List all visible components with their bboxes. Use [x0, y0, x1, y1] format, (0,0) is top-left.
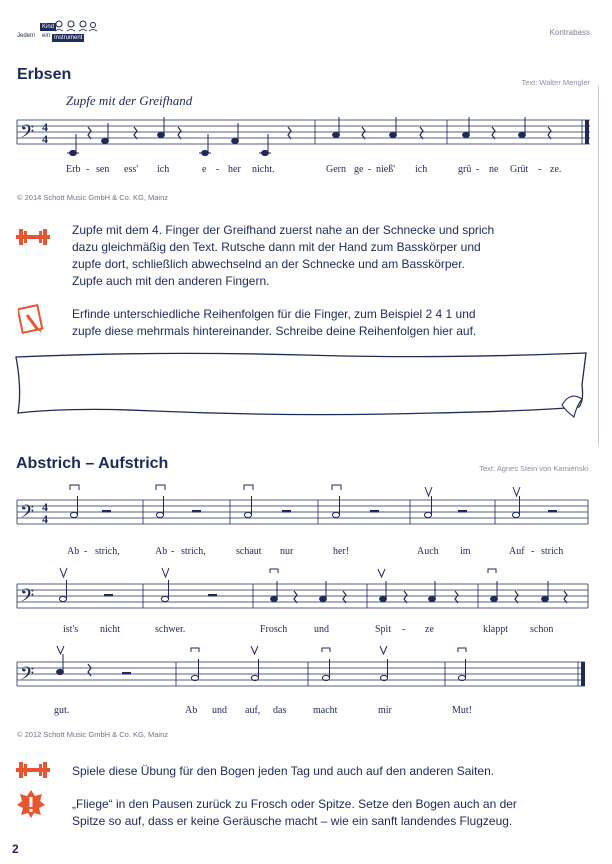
lyric-e: e — [202, 164, 207, 175]
lyric-gru: grü — [458, 164, 472, 175]
instruction-1-line-2: dazu gleichmäßig den Text. Rutsche dann mit der Hand zum Basskörper und — [72, 240, 481, 254]
svg-text:𝄢: 𝄢 — [20, 502, 35, 527]
lyric2-ab-1: Ab — [67, 546, 80, 557]
lyric2-mir: mir — [378, 705, 392, 716]
lyric-her: her — [228, 164, 241, 175]
lyric2-ab-3: Ab — [185, 705, 198, 716]
instruction-1-line-1: Zupfe mit dem 4. Finger der Greifhand zuerst nahe an der Schnecke und sprich — [72, 223, 495, 237]
lyric-ne: ne — [489, 164, 499, 175]
lyric-ich-1: ich — [157, 164, 170, 175]
lyric-niess: nieß' — [376, 164, 396, 175]
pencil-paper-icon — [18, 304, 48, 334]
svg-text:4: 4 — [42, 120, 48, 134]
lyric2-auf: Auf — [509, 546, 525, 557]
lyric-hyphen-4: - — [476, 164, 480, 175]
svg-text:𝄢: 𝄢 — [20, 664, 35, 689]
page-edge — [598, 86, 599, 446]
lyric2-auf-2: auf, — [245, 705, 261, 716]
tempo-marking: Zupfe mit der Greifhand — [66, 93, 193, 108]
lyric2-im: im — [460, 546, 471, 557]
lyric-grut: Grüt — [510, 164, 529, 175]
lyric2-frosch: Frosch — [260, 624, 288, 635]
lyric2-ists: ist's — [63, 624, 79, 635]
lyric2-macht: macht — [313, 705, 338, 716]
lyric2-nur: nur — [280, 546, 294, 557]
lyric-sen: sen — [96, 164, 110, 175]
svg-text:𝄢: 𝄢 — [20, 586, 35, 611]
lyric2-das: das — [273, 705, 287, 716]
song-title-abstrich: Abstrich – Aufstrich — [16, 455, 169, 472]
lyric2-ze: ze — [425, 624, 434, 635]
dumbbell-icon — [16, 228, 50, 246]
lyric2-gut: gut. — [54, 705, 70, 716]
staff-abstrich-3 — [0, 642, 612, 702]
staff-erbsen — [0, 112, 612, 172]
svg-text:4: 4 — [42, 512, 48, 526]
song-title-erbsen: Erbsen — [17, 66, 72, 83]
lyric2-ab-2: Ab — [155, 546, 168, 557]
instruction-2 — [72, 306, 476, 340]
lyric2-hyphen-2: - — [171, 546, 175, 557]
lyric-ess: ess' — [124, 164, 139, 175]
lyric2-schaut: schaut — [236, 546, 262, 557]
lyric-erb: Erb — [66, 164, 81, 175]
logo-text-jedem: Jedem — [17, 33, 36, 39]
lyric-hyphen-1: - — [86, 164, 90, 175]
dumbbell-icon — [16, 761, 50, 779]
instruction-2-line-2: zupfe diese mehrmals hintereinander. Schreibe deine Reihenfolgen hier auf. — [72, 324, 477, 338]
lyric-hyphen-5: - — [538, 164, 542, 175]
lyric2-schon: schon — [530, 624, 554, 635]
lyric2-strich-1: strich, — [95, 546, 120, 557]
text-credit-abstrich: Text: Agnes Stein von Kamienski — [479, 464, 588, 473]
svg-text:𝄢: 𝄢 — [20, 122, 35, 147]
lyric2-und: und — [314, 624, 329, 635]
lyric2-schwer: schwer. — [155, 624, 186, 635]
lyric2-her: her! — [333, 546, 350, 557]
logo-text-ein: ein — [42, 33, 51, 39]
lyric-nicht: nicht. — [252, 164, 275, 175]
exclamation-icon — [16, 789, 46, 819]
staff-abstrich-2 — [0, 564, 612, 620]
lyric2-klappt: klappt — [483, 624, 508, 635]
staff-abstrich-1 — [0, 484, 612, 544]
jeki-logo — [15, 20, 99, 44]
instruction-2-line-1: Erfinde unterschiedliche Reihenfolgen für die Finger, zum Beispiel 2 4 1 und — [72, 307, 476, 321]
lyric2-strich-2: strich, — [181, 546, 206, 557]
lyric-ze: ze. — [550, 164, 562, 175]
svg-text:4: 4 — [42, 132, 48, 146]
svg-text:4: 4 — [42, 500, 48, 514]
lyric2-und-2: und — [212, 705, 227, 716]
lyric2-hyphen-1: - — [84, 546, 88, 557]
lyric2-nicht: nicht — [100, 624, 120, 635]
lyric2-hyphen-4: - — [402, 624, 406, 635]
instruction-3-line-2: „Fliege“ in den Pausen zurück zu Frosch oder Spitze. Setze den Bogen auch an der — [72, 797, 517, 811]
logo-text-kind: Kind — [42, 24, 55, 30]
lyric2-mut: Mut! — [452, 705, 472, 716]
lyric-hyphen-2: - — [216, 164, 220, 175]
lyric-gern: Gern — [326, 164, 346, 175]
instruction-1-line-4: Zupfe auch mit den anderen Fingern. — [72, 274, 270, 288]
logo-text-instrument: Instrument — [54, 35, 83, 41]
instruction-3-paragraph — [72, 796, 517, 830]
instruction-3-line-1: Spiele diese Übung für den Bogen jeden Tag und auch auf den anderen Saiten. — [72, 764, 495, 778]
lyric-ge: ge — [354, 164, 364, 175]
instrument-label: Kontrabass — [549, 28, 590, 37]
lyric2-strich-3: strich — [541, 546, 564, 557]
lyric2-auch: Auch — [417, 546, 439, 557]
lyric-hyphen-3: - — [368, 164, 372, 175]
writing-area[interactable] — [14, 349, 588, 421]
instruction-1-line-3: zupfe dort, schließlich abwechselnd an der Schnecke und am Basskörper. — [72, 257, 465, 271]
lyric2-hyphen-3: - — [531, 546, 535, 557]
text-credit-erbsen: Text: Walter Mengler — [521, 78, 590, 87]
copyright-erbsen: © 2014 Schott Music GmbH & Co. KG, Mainz — [17, 193, 168, 202]
lyric-ich-2: ich — [415, 164, 428, 175]
copyright-abstrich: © 2012 Schott Music GmbH & Co. KG, Mainz — [17, 730, 168, 739]
instruction-1 — [72, 222, 494, 290]
instruction-3-line-3: Spitze so auf, dass er keine Geräusche macht – wie ein sanft landendes Flugzeug. — [72, 814, 513, 828]
lyric2-spit: Spit — [375, 624, 392, 635]
page-number: 2 — [12, 842, 19, 856]
